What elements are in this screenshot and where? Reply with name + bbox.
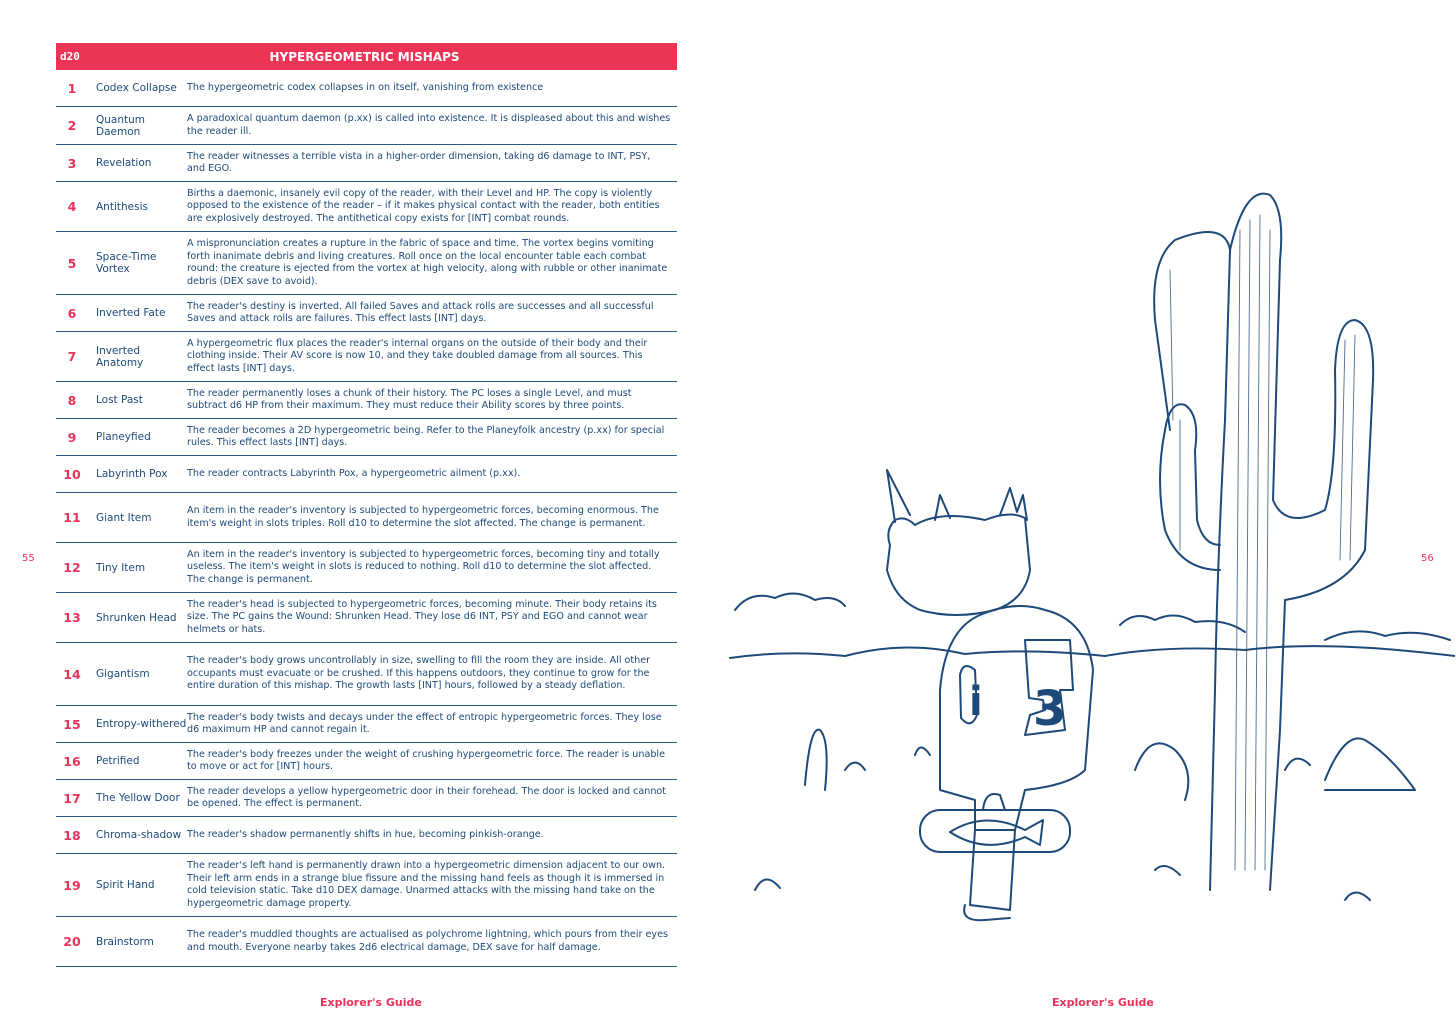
table-row — [56, 70, 677, 107]
fish-inside-case — [950, 820, 1043, 845]
table-row — [56, 854, 677, 917]
cloud-right — [1325, 631, 1450, 640]
table-row — [56, 182, 677, 232]
small-grass — [755, 866, 1370, 900]
jacket-letter-i: i — [969, 679, 983, 725]
roll-number: 2 — [67, 118, 77, 133]
roll-number: 7 — [67, 349, 77, 364]
cloud-middle — [1120, 615, 1245, 632]
table-title: HYPERGEOMETRIC MISHAPS — [269, 49, 460, 64]
roll-number: 1 — [67, 80, 77, 96]
roll-number: 19 — [63, 877, 81, 893]
table-row — [56, 145, 677, 182]
roll-number: 11 — [63, 510, 81, 525]
table-row — [56, 232, 677, 295]
mishap-name: Codex Collapse — [96, 82, 177, 94]
standing-stone — [805, 730, 827, 790]
mishap-name: Tiny Item — [96, 561, 146, 574]
mishap-description: The reader's left hand is permanently drawn into a hypergeometric dimension adjacent to our own. Their left arm ends in a strange blue fissure and the missing hand feels as though it is immersed in cold television static. Take d10 DEX damage. Unarmed attacks with the missing hand take on the hypergeometric damage property. — [187, 860, 666, 909]
table-row — [56, 780, 677, 817]
footer-right: Explorer's Guide — [1052, 996, 1154, 1009]
shrub-right — [1135, 743, 1188, 800]
mishap-name: Planeyfied — [96, 431, 151, 443]
table-row — [56, 706, 677, 743]
table-row — [56, 107, 677, 145]
mishap-description: An item in the reader's inventory is subjected to hypergeometric forces, becoming enormous. The item's weight in slots triples. Roll d10 to determine the slot affected. The change is permanent. — [187, 505, 659, 529]
mishap-name: Entropy-withered — [96, 718, 187, 730]
table-header — [56, 43, 677, 70]
mishap-description: A paradoxical quantum daemon (p.xx) is called into existence. It is displeased about this and wishes the reader ill. — [187, 113, 671, 137]
table-row — [56, 917, 677, 967]
mishap-description: The reader's muddled thoughts are actualised as polychrome lightning, which pours from their eyes and mouth. Everyone nearby takes 2d6 electrical damage, DEX save for half damage. — [187, 929, 668, 953]
table-body — [56, 70, 677, 967]
rhino-cactus-illustration — [725, 170, 1455, 960]
jacket-letter-3: 3 — [1033, 681, 1067, 737]
roll-number: 12 — [63, 560, 81, 575]
mishap-description: Births a daemonic, insanely evil copy of the reader, with their Level and HP. The copy is violently opposed to the existence of the reader – if it makes physical contact with the reader, both entities are explosively destroyed. The antithetical copy exists for [INT] combat rounds. — [187, 187, 660, 224]
mishap-description: The reader witnesses a terrible vista in a higher-order dimension, taking d6 damage to INT, PSY, and EGO. — [187, 150, 651, 174]
mishap-name: Spirit Hand — [96, 879, 155, 891]
mishap-name: Inverted Fate — [96, 307, 166, 319]
mishap-name: Chroma-shadow — [96, 829, 182, 841]
roll-number: 15 — [63, 716, 81, 732]
mishap-description: The reader's body grows uncontrollably in size, swelling to fill the room they are inside. All other occupants must evacuate or be crushed. If this happens outdoors, they continue to grow for the entire duration of this mishap. The growth lasts [INT] hours, followed by a steady deflation. — [187, 655, 651, 692]
roll-number: 5 — [67, 255, 77, 271]
cactus-back-arm — [1154, 232, 1230, 430]
table-row — [56, 493, 677, 543]
mishap-name: Space-Time Vortex — [96, 251, 157, 275]
table-row — [56, 382, 677, 419]
mishap-name: Inverted Anatomy — [96, 344, 144, 369]
table-row — [56, 419, 677, 456]
roll-number: 14 — [63, 666, 81, 682]
rock-right — [1325, 738, 1415, 790]
roll-number: 10 — [63, 466, 81, 482]
mishap-name: Shrunken Head — [96, 611, 177, 624]
roll-number: 17 — [63, 790, 81, 806]
roll-number: 18 — [63, 827, 81, 843]
mishap-name: Giant Item — [96, 511, 152, 524]
table-row — [56, 593, 677, 643]
roll-number: 20 — [63, 934, 81, 949]
mishap-name: Petrified — [96, 755, 140, 767]
mishap-name: Revelation — [96, 157, 152, 169]
table-row — [56, 643, 677, 706]
table-row — [56, 332, 677, 382]
mishap-name: Brainstorm — [96, 935, 154, 948]
table-row — [56, 295, 677, 332]
mishap-description: The reader's head is subjected to hypergeometric forces, becoming minute. Their body retains its size. The PC gains the Wound: Shrunken Head. They lose d6 INT, PSY and EGO and cannot wear helmets or hats. — [187, 598, 657, 635]
mishap-description: A hypergeometric flux places the reader's internal organs on the outside of their body and their clothing inside. Their AV score is now 10, and they take doubled damage from all sources. This effect lasts [INT] days. — [187, 337, 648, 374]
rhino-head — [887, 514, 1030, 615]
table-row — [56, 743, 677, 780]
saguaro-cactus — [1210, 194, 1373, 890]
mishap-description: The reader develops a yellow hypergeometric door in their forehead. The door is locked and cannot be opened. The effect is permanent. — [187, 785, 667, 809]
rhino-horn — [887, 470, 910, 522]
cloud-left — [735, 593, 845, 610]
left-page-number: 55 — [22, 553, 35, 564]
right-page-number: 56 — [1421, 553, 1434, 564]
mishap-description: The reader's body freezes under the weight of crushing hypergeometric force. The reader is unable to move or act for [INT] hours. — [187, 748, 665, 772]
die-header: d20 — [60, 50, 80, 63]
roll-number: 13 — [63, 610, 81, 625]
roll-number: 9 — [67, 429, 77, 445]
mishap-description: A mispronunciation creates a rupture in the fabric of space and time. The vortex begins vomiting forth inanimate debris and living creatures. Roll once on the local encounter table each combat round: the creature is ejected from the vortex at high velocity, along with rubble or other inanimate debris (DEX save to avoid). — [187, 238, 668, 287]
mishap-name: Quantum Daemon — [96, 113, 146, 138]
mishap-description: An item in the reader's inventory is subjected to hypergeometric forces, becoming tiny and totally useless. The item's weight in slots is reduced to nothing. Roll d10 to determine the slot affected. The change is permanent. — [187, 548, 660, 585]
table-row — [56, 456, 677, 493]
roll-number: 4 — [67, 199, 77, 214]
grass-tufts — [845, 748, 1310, 771]
mishap-name: Lost Past — [96, 394, 143, 406]
mishap-description: The reader's shadow permanently shifts in hue, becoming pinkish-orange. — [187, 828, 544, 840]
mishap-name: Gigantism — [96, 668, 150, 680]
table-row — [56, 543, 677, 593]
table-row — [56, 817, 677, 854]
mishap-description: The reader contracts Labyrinth Pox, a hypergeometric ailment (p.xx). — [187, 467, 521, 479]
footer-left: Explorer's Guide — [320, 996, 422, 1009]
mishap-name: Antithesis — [96, 200, 148, 213]
mishap-description: The reader's body twists and decays under the effect of entropic hypergeometric forces. They lose d6 maximum HP and cannot regain it. — [187, 711, 662, 735]
mishap-description: The reader's destiny is inverted. All failed Saves and attack rolls are successes and all successful Saves and attack rolls are failures. This effect lasts [INT] days. — [187, 300, 654, 324]
horizon-line — [730, 646, 1455, 658]
roll-number: 6 — [67, 305, 77, 321]
roll-number: 8 — [67, 392, 77, 408]
roll-number: 16 — [63, 753, 81, 769]
mishap-description: The hypergeometric codex collapses in on itself, vanishing from existence — [187, 81, 544, 93]
mishap-description: The reader permanently loses a chunk of their history. The PC loses a single Level, and must subtract d6 HP from their maximum. They must reduce their Ability scores by three points. — [187, 387, 632, 411]
mishap-name: The Yellow Door — [96, 792, 180, 804]
mishap-name: Labyrinth Pox — [96, 468, 168, 480]
mishap-description: The reader becomes a 2D hypergeometric being. Refer to the Planeyfolk ancestry (p.xx) for special rules. This effect lasts [INT] days. — [187, 424, 665, 448]
roll-number: 3 — [67, 155, 77, 171]
mishaps-table — [56, 43, 677, 967]
case-handle — [983, 794, 1005, 810]
